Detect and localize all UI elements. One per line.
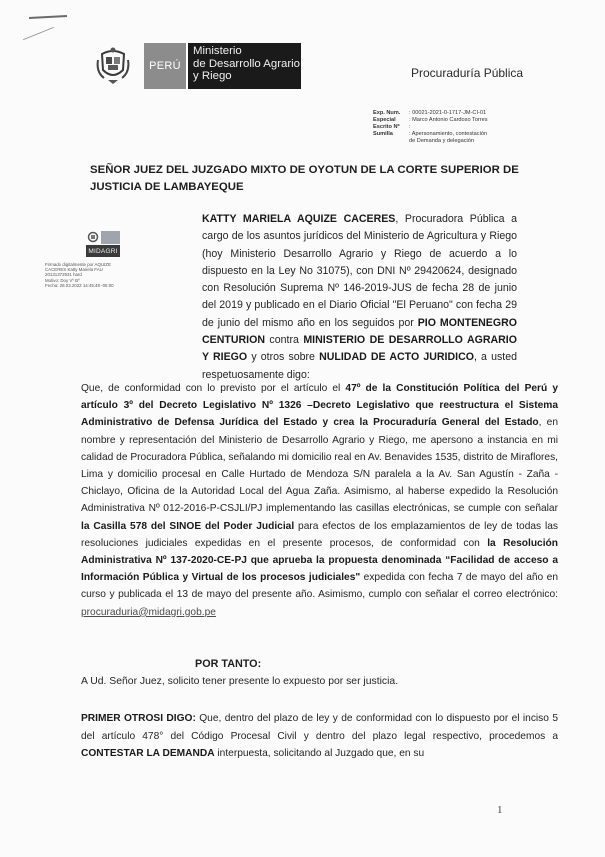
exp-label: Exp. Num. [373, 110, 401, 116]
sumilla-label: Sumilla [373, 131, 393, 137]
legal-reference: 47º de la Constitución Política del Perú y artículo 3º del Decreto Legislativo Nº 1326 –Decreto Legislativo que reestructura el Sistema Administrativo de Defensa Jurídica del Estado y crea la Procuraduría General del Estado [81, 383, 558, 429]
coat-of-arms-icon [96, 46, 130, 86]
attorney-name: KATTY MARIELA AQUIZE CACERES [202, 213, 396, 225]
body-text: Que, de conformidad con lo previsto por el artículo el [81, 383, 346, 394]
intro-text: , a usted respetuosamente digo: [202, 351, 518, 381]
plaintiff-name: PIO MONTENEGRO CENTURION [202, 316, 517, 347]
ministry-name [186, 43, 301, 89]
defendant-name: MINISTERIO DE DESARROLLO AGRARIO Y RIEGO [202, 334, 517, 364]
signature-line: Fecha: 28.03.2022 14:45:48 -05:00 [45, 282, 114, 288]
scan-artifact [23, 27, 54, 40]
page-number: 1 [497, 804, 503, 816]
exp-value: : 00021-2021-0-1717-JM-CI-01 [409, 110, 487, 116]
ministry-line: y Riego [193, 70, 232, 82]
case-info [373, 110, 488, 145]
otrosi-paragraph [81, 710, 558, 763]
ministry-line: de Desarrollo Agrario [193, 57, 300, 70]
case-matter: NULIDAD DE ACTO JURIDICO [319, 351, 474, 364]
por-tanto-heading: POR TANTO: [195, 658, 262, 670]
sumilla-value-cont: de Demanda y delegación [409, 138, 474, 144]
stamp-grey-block [101, 231, 120, 244]
email-link[interactable]: procuraduria@midagri.gob.pe [81, 606, 216, 618]
signature-stamp-logo [86, 231, 120, 258]
body-text: para efectos de los emplazamientos de ley de todas las resoluciones judiciales expedidas en el presente procesos, de conformidad con [81, 520, 559, 549]
body-text: , en nombre y representación del Ministerio de Desarrollo Agrario y Riego, me apersono a instancia en mi calidad de Procuradora Pública, señalando mi domicilio real en Av. Benavides 1535, distrito de Miraflores, Lima y domicilio procesal en Calle Hurtado de Mendoza S/N paralela a la Av. San Agustín - Zaña - Chiclayo, Oficina de la Autoridad Local del Agua Zaña. Asimismo, al haberse expedido la Resolución Administrativa Nº 012-2016-P-CSJLI/PJ implementando las casillas electrónicas, se cumple con señalar [81, 417, 558, 515]
intro-text: contra [264, 334, 304, 347]
peru-label: PERÚ [144, 43, 186, 89]
signature-line: CACERES Katty Mariela FAU [45, 267, 103, 273]
casilla-reference: la Casilla 578 del SINOE del Poder Judicial [81, 520, 295, 532]
midagri-label: MIDAGRI [86, 245, 120, 257]
escrito-label: Escrito Nº [373, 124, 400, 130]
body-text: Que, dentro del plazo de ley y de conformidad con lo dispuesto por el inciso 5 del artículo 478° del Código Procesal Civil y dentro del plazo legal respectivo, procedemos a [81, 713, 558, 742]
especial-label: Especial [373, 117, 396, 123]
intro-text: y otros sobre [247, 351, 320, 364]
contestar-demanda: CONTESTAR LA DEMANDA [81, 748, 215, 760]
sumilla-value: : Apersonamiento, contestación [409, 131, 488, 137]
por-tanto-text: A Ud. Señor Juez, solicito tener presente lo expuesto por ser justicia. [81, 676, 399, 687]
signature-line: Motivo: Doy Vº Bº [45, 277, 80, 283]
especial-value: : Marco Antonio Cardoso Torres [409, 117, 488, 123]
signature-line: Firmado digitalmente por AQUIZE [45, 262, 111, 267]
intro-text: , Procuradora Pública a cargo de los asuntos jurídicos del Ministerio de Agricultura y Riego (hoy Ministerio Desarrollo Agrario y Riego de acuerdo a lo dispuesto en la Ley No 31075), con DNI Nº 29420624, designado con Resolución Suprema Nº 146-2019-JUS de fecha 28 de junio del 2019 y publicado en el Diario Oficial "El Peruano" con fecha 29 de junio del mismo año en los seguidos por [202, 213, 517, 329]
escrito-value: : [409, 124, 411, 130]
main-paragraph [81, 380, 558, 621]
scan-artifact [29, 15, 67, 19]
office-name: Procuraduría Pública [411, 66, 524, 80]
resolution-reference: la Resolución Administrativa Nº 137-2020-CE-PJ que aprueba la propuesta denominada “Facilidad de acceso a Información Pública y Virtual de los procesos judiciales" [81, 537, 558, 584]
signature-line: 20131372931 hard [45, 272, 82, 278]
ministry-line: Ministerio [193, 45, 242, 57]
body-text: interpuesta, solicitando al Juzgado que, en su [214, 748, 425, 760]
otrosi-heading: PRIMER OTROSI DIGO: [81, 713, 196, 724]
digital-signature-text [45, 262, 125, 288]
ministry-letterhead [96, 43, 301, 89]
body-text: expedida con fecha 7 de mayo del año en curso y publicada el 13 de mayo del presente año. Asimismo, cumplo con señalar el correo electrónico: [81, 572, 558, 601]
intro-paragraph [202, 211, 517, 384]
addressee-heading: SEÑOR JUEZ DEL JUZGADO MIXTO DE OYOTUN DE LA CORTE SUPERIOR DE JUSTICIA DE LAMBAYEQUE [90, 164, 519, 193]
seal-icon [86, 231, 100, 244]
